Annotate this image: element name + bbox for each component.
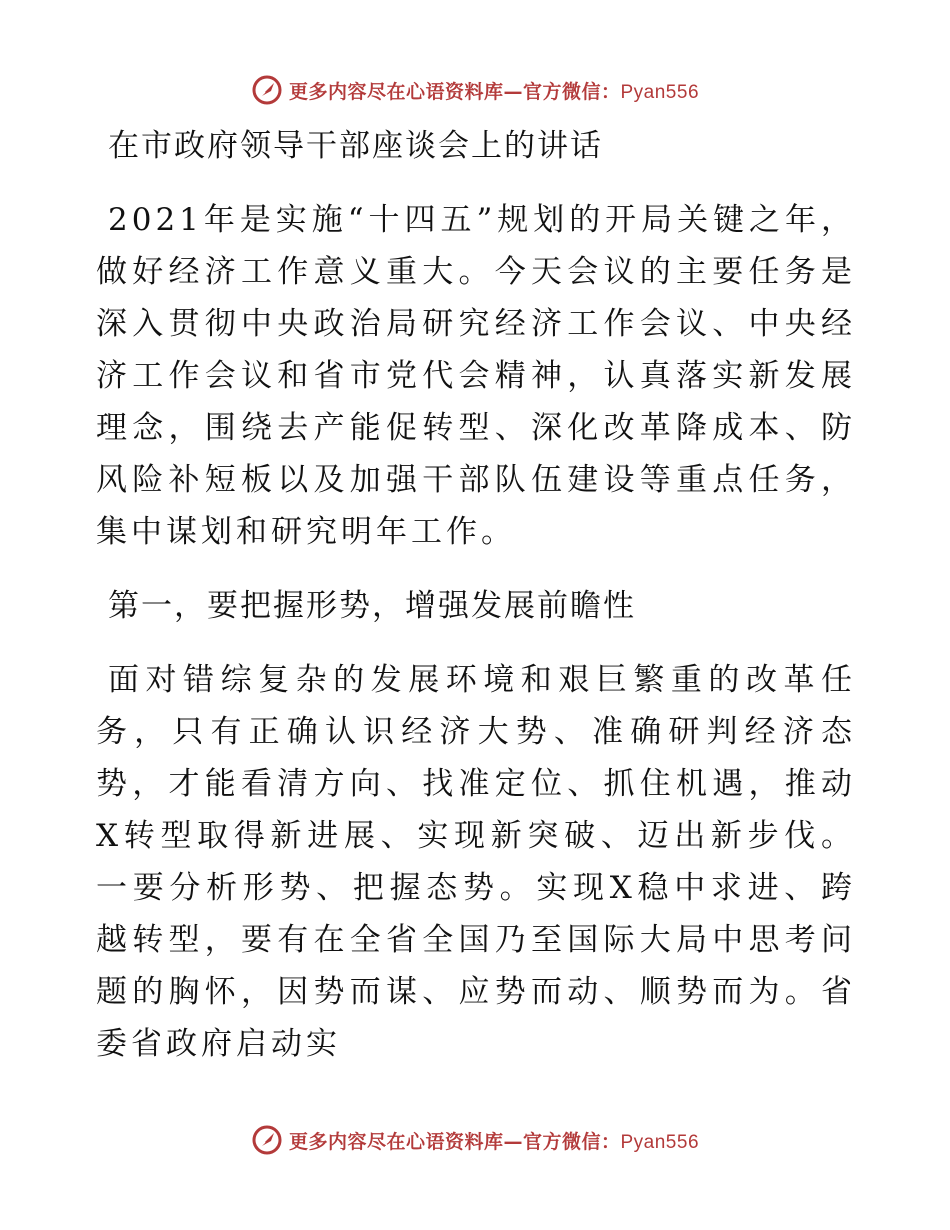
banner-main-text: 更多内容尽在心语资料库 bbox=[288, 80, 504, 103]
document-body bbox=[96, 120, 856, 1070]
section-paragraph: 面对错综复杂的发展环境和艰巨繁重的改革任务，只有正确认识经济大势、准确研判经济态势，才能看清方向、找准定位、抓住机遇，推动X转型取得新进展、实现新突破、迈出新步伐。一要分析形势、把握态势。实现X稳中求进、跨越转型，要有在全省全国乃至国际大局中思考问题的胸怀，因势而谋、应势而动、顺势而为。省委省政府启动实 bbox=[96, 662, 856, 1062]
banner-wechat-id: Pyan556 bbox=[620, 1131, 700, 1153]
banner-separator: — bbox=[503, 80, 523, 103]
banner-wechat-label: 官方微信： bbox=[522, 80, 621, 103]
banner-main-text: 更多内容尽在心语资料库 bbox=[288, 1130, 504, 1153]
quill-logo-icon bbox=[251, 1124, 283, 1156]
banner-wechat-id: Pyan556 bbox=[620, 81, 700, 103]
section-heading: 第一，要把握形势，增强发展前瞻性 bbox=[108, 588, 636, 624]
page-title: 在市政府领导干部座谈会上的讲话 bbox=[108, 128, 603, 164]
quill-logo-icon bbox=[251, 74, 283, 106]
intro-paragraph: 2021年是实施“十四五”规划的开局关键之年，做好经济工作意义重大。今天会议的主要任务是深入贯彻中央政治局研究经济工作会议、中央经济工作会议和省市党代会精神，认真落实新发展理念，围绕去产能促转型、深化改革降成本、防风险补短板以及加强干部队伍建设等重点任务，集中谋划和研究明年工作。 bbox=[96, 202, 856, 550]
banner-text bbox=[289, 77, 699, 104]
banner-separator: — bbox=[503, 1130, 523, 1153]
banner-wechat-label: 官方微信： bbox=[522, 1130, 621, 1153]
footer-banner bbox=[0, 1120, 950, 1160]
banner-text bbox=[289, 1127, 699, 1154]
header-banner bbox=[0, 70, 950, 110]
